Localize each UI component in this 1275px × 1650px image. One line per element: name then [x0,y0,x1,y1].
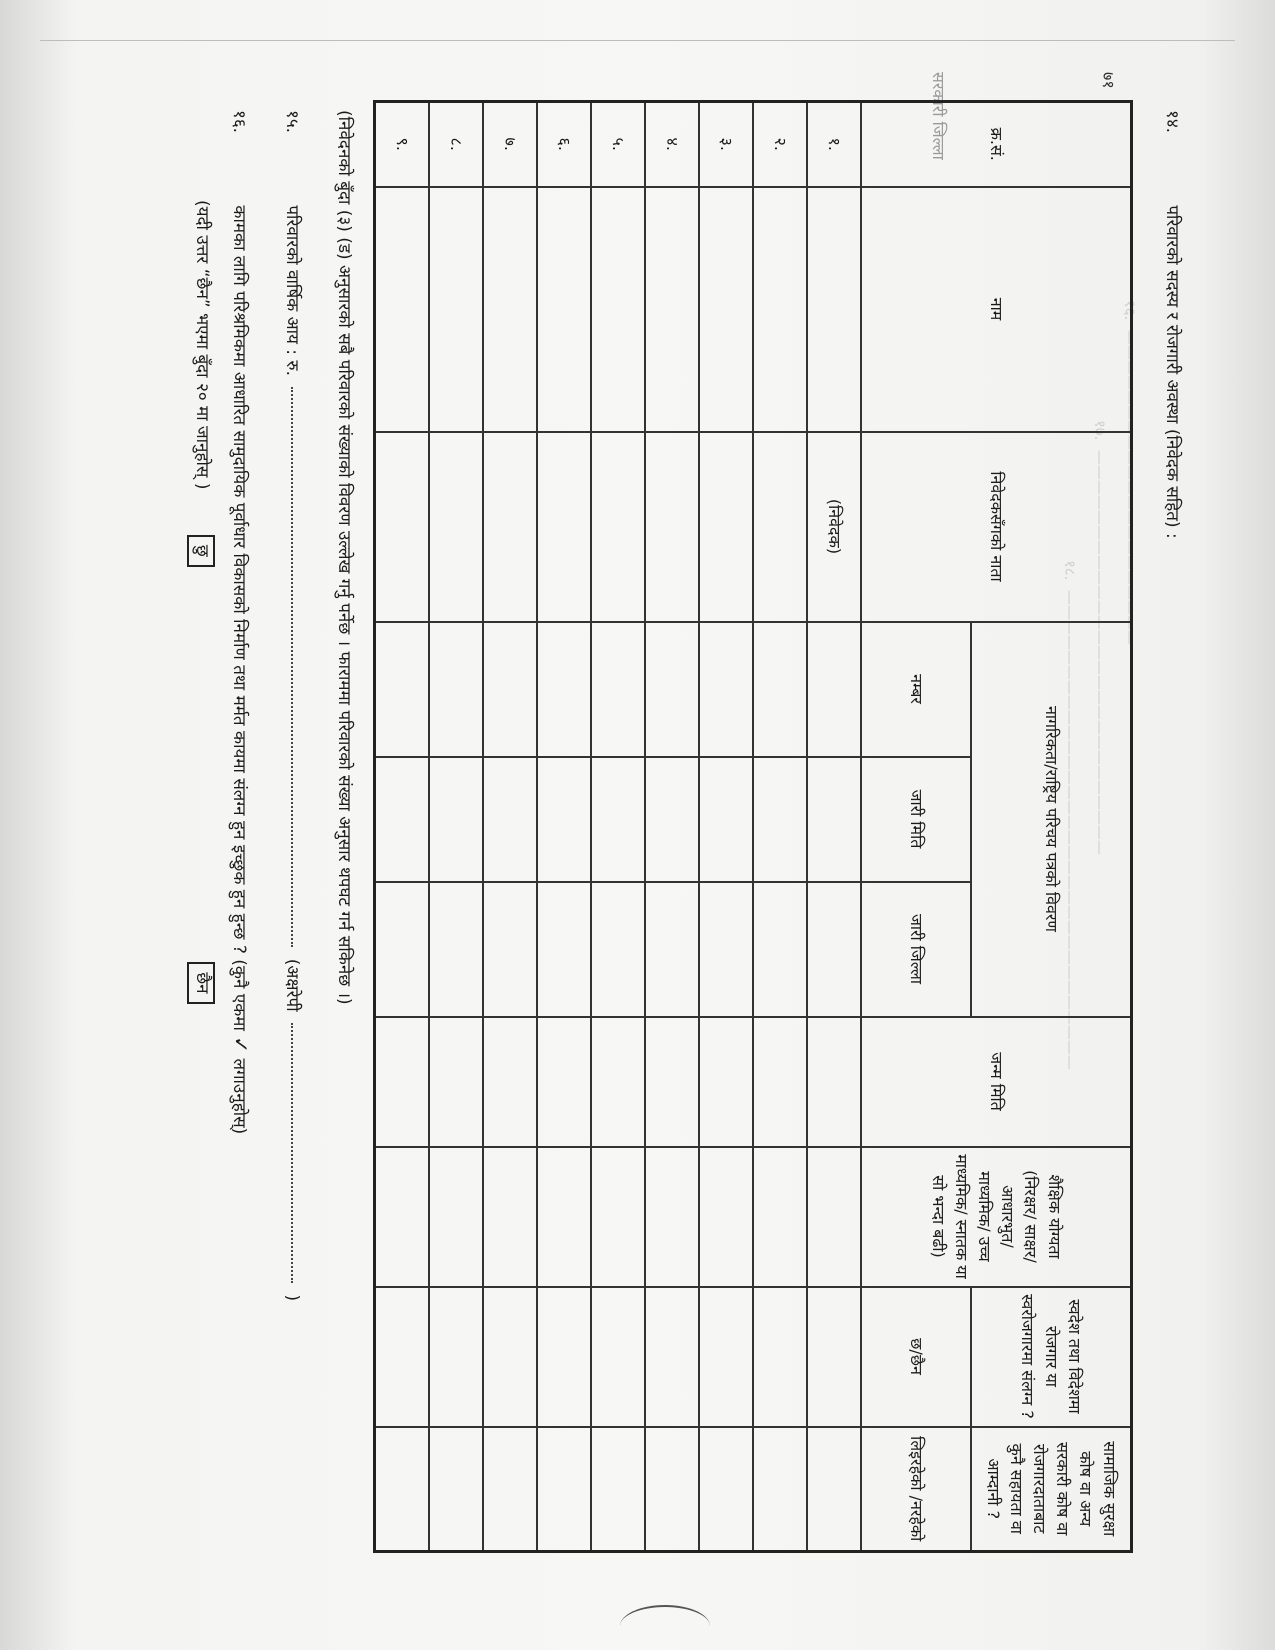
row-cell[interactable] [591,1147,645,1287]
row-cell[interactable] [699,1147,753,1287]
row-cell[interactable] [537,1147,591,1287]
row-sn: ३. [699,102,753,187]
header-dob: जन्म मिति [861,1017,1132,1147]
bleed-through-text: १६. ————————————————————— [1121,300,1139,645]
income-label: परिवारको वार्षिक आय : रु. [282,205,302,376]
row-cell[interactable] [375,187,430,432]
header-number: नम्बर [861,622,971,757]
question-14 [1162,110,1185,539]
row-cell[interactable] [483,187,537,432]
row-cell[interactable] [807,1287,861,1427]
row-cell[interactable] [699,757,753,882]
row-cell[interactable] [807,1147,861,1287]
page-number: ७१ [1099,72,1118,89]
row-cell[interactable] [807,622,861,757]
row-cell[interactable] [429,882,483,1017]
row-cell[interactable] [699,187,753,432]
checkmark-icon: ✓ [229,1036,253,1054]
row-relation[interactable] [699,432,753,622]
row-cell[interactable] [429,187,483,432]
row-cell[interactable] [429,1147,483,1287]
table-row [699,102,753,1552]
header-citizenship: नागरिकता/राष्ट्रिय परिचय पत्रको विवरण [971,622,1132,1017]
table-row [537,102,591,1552]
row-cell[interactable] [375,1017,430,1147]
header-name: नाम [861,187,1132,432]
row-cell[interactable] [537,757,591,882]
table-row [429,102,483,1552]
table-row [807,102,861,1552]
bleed-through-text: १८. ———————————————————————————————— [1061,560,1079,1070]
table-row [375,102,430,1552]
row-cell[interactable] [807,187,861,432]
question-16-sub: (यदी उत्तर “छैन” भएमा बुँदा २० मा जानुहोस् ) [192,200,212,490]
row-sn: ५. [591,102,645,187]
row-cell[interactable] [645,187,699,432]
row-cell[interactable] [375,882,430,1017]
row-cell[interactable] [483,882,537,1017]
question-16 [226,110,255,1134]
table-row [645,102,699,1552]
row-cell[interactable] [645,1017,699,1147]
row-cell[interactable] [699,1017,753,1147]
income-words-label: (अक्षरेपी [282,958,302,1012]
question-number: १४. [1162,110,1182,134]
row-cell[interactable] [591,882,645,1017]
family-members-table [373,100,1133,1553]
row-relation[interactable] [645,432,699,622]
row-sn: १. [807,102,861,187]
row-cell[interactable] [537,1427,591,1552]
row-cell[interactable] [699,1427,753,1552]
income-words-close: ) [282,1294,302,1302]
row-cell[interactable] [429,1017,483,1147]
row-cell[interactable] [483,622,537,757]
row-relation[interactable] [753,432,807,622]
row-sn: ८. [429,102,483,187]
option-no-box[interactable]: छैन [187,962,215,1003]
row-relation[interactable] [429,432,483,622]
row-cell[interactable] [483,757,537,882]
header-social: सामाजिक सुरक्षा कोष वा अन्य सरकारी कोष वा रोजगारदाताबाट कुनै सहायता वा आम्दानी ? [971,1427,1132,1552]
header-social-options: लिइरहेको /नरहेको [861,1427,971,1552]
row-cell[interactable] [537,1017,591,1147]
row-cell[interactable] [753,1427,807,1552]
row-cell[interactable] [807,1017,861,1147]
faint-running-header: सरकारी जिल्ला [929,72,948,160]
scan-edge [40,40,1235,41]
header-education: शैक्षिक योग्यता (निरक्षर/ साक्षर/ आधारभुत/ माध्यमिक/ उच्च माध्यमिक/ स्नातक या सो भन्दा बढी) [861,1147,1132,1287]
row-cell[interactable] [429,1427,483,1552]
row-cell[interactable] [537,1287,591,1427]
row-cell[interactable] [699,1287,753,1427]
bleed-through-text: १७. ——————————————————————————— [1091,420,1109,855]
row-cell[interactable] [753,1147,807,1287]
question-title: परिवारको सदस्य र रोजगारी अवस्था (निवेदक सहित) : [1162,205,1182,539]
row-cell[interactable] [645,1287,699,1427]
row-cell[interactable] [753,1287,807,1427]
question-16-text-end: लगाउनुहोस्) [229,1058,249,1135]
row-cell[interactable] [375,1427,430,1552]
row-sn: २. [753,102,807,187]
row-sn: ९. [375,102,430,187]
question-16-text: कामका लागि परिश्रमिकमा आधारित सामुदायिक पूर्वाधार विकासको निर्माण तथा मर्मत कायमा संलग्न हुन इच्छुक हुन हुन्छ ? (कुनै एकमा [229,205,249,1031]
row-cell[interactable] [375,757,430,882]
header-relation: निवेदकसँगको नाता [861,432,1132,622]
income-field[interactable] [291,387,293,947]
row-cell[interactable] [645,622,699,757]
row-relation[interactable] [375,432,430,622]
question-15 [279,110,303,1301]
row-cell[interactable] [699,622,753,757]
table-row [483,102,537,1552]
row-cell[interactable] [807,1427,861,1552]
row-cell[interactable] [429,622,483,757]
row-cell[interactable] [591,187,645,432]
question-number: १६. [229,110,249,134]
row-cell[interactable] [807,882,861,1017]
row-cell[interactable] [753,622,807,757]
row-cell[interactable] [375,622,430,757]
row-cell[interactable] [537,187,591,432]
row-cell[interactable] [753,882,807,1017]
row-cell[interactable] [645,1147,699,1287]
table-row [591,102,645,1552]
row-cell[interactable] [645,757,699,882]
row-relation[interactable] [537,432,591,622]
row-cell[interactable] [753,1017,807,1147]
row-cell[interactable] [753,187,807,432]
rotated-form [105,70,1185,1570]
row-cell[interactable] [591,1427,645,1552]
question-number: १५. [282,110,302,134]
header-issue-district: जारी जिल्ला [861,882,971,1017]
row-cell[interactable] [429,757,483,882]
row-cell[interactable] [375,1147,430,1287]
header-issue-date: जारी मिति [861,757,971,882]
row-cell[interactable] [591,622,645,757]
row-relation[interactable] [483,432,537,622]
row-relation[interactable]: (निवेदक) [807,432,861,622]
row-cell[interactable] [699,882,753,1017]
row-cell[interactable] [483,1427,537,1552]
partial-stamp-mark [620,1605,710,1647]
row-cell[interactable] [483,1147,537,1287]
income-words-field[interactable] [291,1023,293,1283]
row-sn: ७. [483,102,537,187]
row-sn: ६. [537,102,591,187]
row-cell[interactable] [483,1287,537,1427]
table-note: (निवेदनको बुँदा (३) (ड) अनुसारको सबै परिवारको संख्याको विवरण उल्लेख गर्नु पर्नेछ । फाराममा परिवारको संख्या अनुसार थपघट गर्न सकिनेछ ।) [334,110,354,1005]
row-cell[interactable] [645,882,699,1017]
row-cell[interactable] [591,757,645,882]
row-relation[interactable] [591,432,645,622]
header-employment: स्वदेश तथा विदेशमा रोजगार या स्वरोजगारमा संलग्न ? [971,1287,1132,1427]
row-cell[interactable] [537,622,591,757]
header-employment-options: छ/छैन [861,1287,971,1427]
row-sn: ४. [645,102,699,187]
row-cell[interactable] [753,757,807,882]
row-cell[interactable] [645,1427,699,1552]
option-yes-box[interactable]: छु [187,535,215,567]
row-cell[interactable] [483,1017,537,1147]
row-cell[interactable] [591,1287,645,1427]
header-sn: क्र.सं. [861,102,1132,187]
row-cell[interactable] [375,1287,430,1427]
row-cell[interactable] [429,1287,483,1427]
question-16-options [187,200,215,1004]
row-cell[interactable] [807,757,861,882]
table-row [753,102,807,1552]
row-cell[interactable] [537,882,591,1017]
row-cell[interactable] [591,1017,645,1147]
